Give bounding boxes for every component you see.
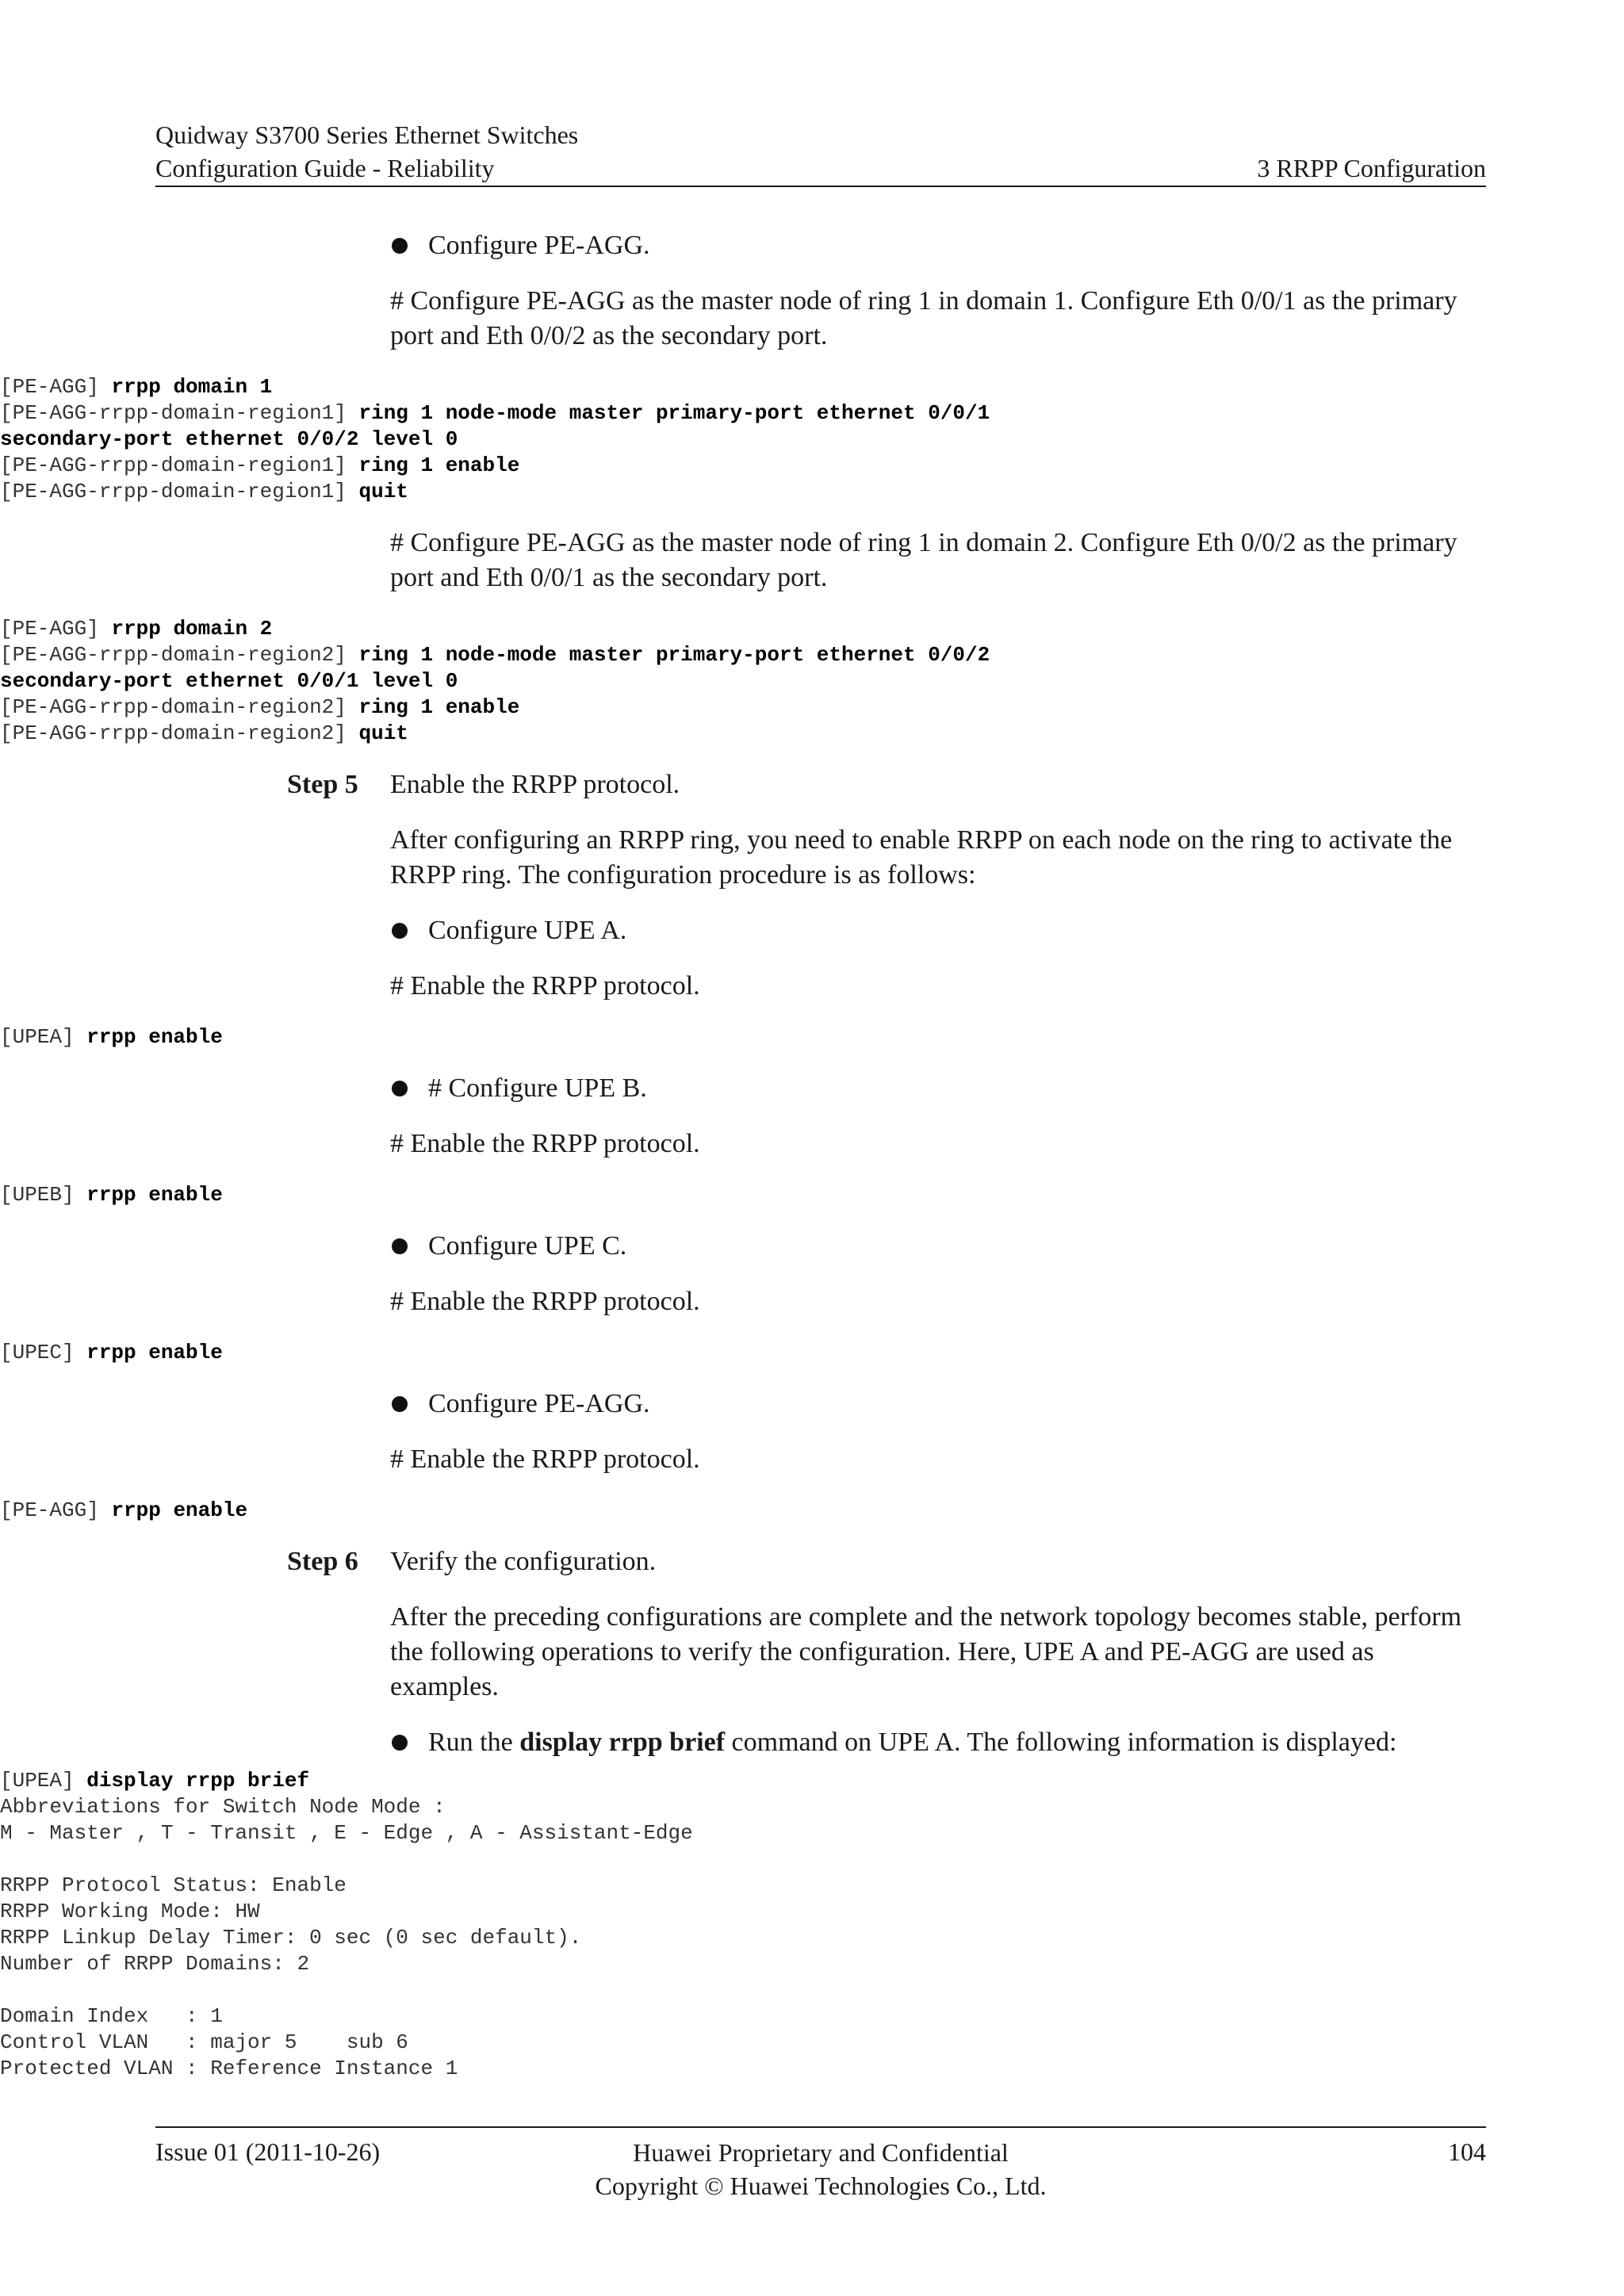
code-prompt: [PE-AGG-rrpp-domain-region1] [0,480,359,503]
code-command: ring 1 node-mode master primary-port ethernet 0/0/1 [358,401,990,425]
paragraph: After configuring an RRPP ring, you need to enable RRPP on each node on the ring to activate the RRPP ring. The configuration procedure is as follows: [390,825,1453,890]
paragraph: # Configure PE-AGG as the master node of ring 1 in domain 2. Configure Eth 0/0/2 as the primary port and Eth 0/0/1 as the secondary port. [390,528,1457,592]
code-output-line: Protected VLAN : Reference Instance 1 [0,2057,458,2080]
code-output-line: RRPP Linkup Delay Timer: 0 sec (0 sec default). [0,1926,582,1950]
bullet-item [390,1071,1486,1106]
footer-rule [155,2126,1486,2128]
copyright-notice: Copyright © Huawei Technologies Co., Ltd. [595,2172,1047,2200]
code-output-line: Abbreviations for Switch Node Mode : [0,1795,446,1819]
page-footer [155,2126,1486,2206]
code-command: ring 1 enable [358,453,520,477]
code-prompt: [PE-AGG-rrpp-domain-region2] [0,721,359,745]
code-command: rrpp domain 1 [111,375,273,399]
code-prompt: [PE-AGG-rrpp-domain-region1] [0,453,359,477]
bullet-text: Configure UPE A. [428,916,627,945]
code-block-upea [0,1024,1096,1050]
guide-title: Configuration Guide - Reliability [155,154,495,182]
paragraph: # Enable the RRPP protocol. [390,1445,700,1474]
code-block-upeb [0,1182,1096,1208]
bullet-text-post: command on UPE A. The following information is displayed: [725,1728,1397,1757]
code-block-upec [0,1340,1096,1366]
bullet-icon [392,923,408,939]
code-command: ring 1 node-mode master primary-port ethernet 0/0/2 [358,643,990,667]
code-block-display [0,1768,1096,2082]
code-command: secondary-port ethernet 0/0/1 level 0 [0,669,458,693]
bullet-text: # Configure UPE B. [428,1073,647,1103]
code-command: rrpp enable [86,1025,223,1049]
code-output-line: Domain Index : 1 [0,2004,223,2028]
bullet-icon [392,1081,408,1096]
chapter-title: 3 RRPP Configuration [1257,154,1486,182]
code-block-domain2 [0,616,1096,747]
step-title: Enable the RRPP protocol. [390,770,680,799]
step-label: Step 6 [287,1547,358,1576]
code-command: quit [358,721,408,745]
code-block-pe-agg [0,1498,1096,1524]
paragraph: # Enable the RRPP protocol. [390,1287,700,1316]
confidentiality-notice: Huawei Proprietary and Confidential [633,2138,1009,2167]
code-prompt: [UPEB] [0,1183,87,1207]
code-prompt: [UPEA] [0,1025,87,1049]
paragraph: # Configure PE-AGG as the master node of ring 1 in domain 1. Configure Eth 0/0/1 as the primary port and Eth 0/0/2 as the secondary port. [390,286,1457,350]
bullet-icon [392,238,408,254]
issue-date: Issue 01 (2011-10-26) [155,2137,381,2166]
paragraph: After the preceding configurations are complete and the network topology becomes stable, perform the following operations to verify the configuration. Here, UPE A and PE-AGG are used as examples. [390,1602,1462,1701]
code-prompt: [PE-AGG] [0,375,112,399]
code-output-line: M - Master , T - Transit , E - Edge , A - Assistant-Edge [0,1821,693,1845]
code-prompt: [PE-AGG] [0,1498,112,1522]
bullet-item [390,1229,1486,1264]
code-output-line: RRPP Protocol Status: Enable [0,1873,347,1897]
code-prompt: [UPEA] [0,1769,87,1793]
bullet-item [390,913,1486,948]
paragraph: # Enable the RRPP protocol. [390,971,700,1001]
bullet-text: Configure UPE C. [428,1231,627,1261]
document-body [0,228,1624,2103]
bullet-item [390,228,1486,263]
code-prompt: [PE-AGG-rrpp-domain-region1] [0,401,359,425]
code-command: rrpp enable [86,1341,223,1364]
code-output-line: Number of RRPP Domains: 2 [0,1952,310,1976]
code-command: rrpp enable [111,1498,248,1522]
bullet-icon [392,1735,408,1751]
product-name: Quidway S3700 Series Ethernet Switches [155,121,579,149]
paragraph: # Enable the RRPP protocol. [390,1129,700,1158]
code-command: secondary-port ethernet 0/0/2 level 0 [0,427,458,451]
bullet-icon [392,1396,408,1412]
page-header [155,119,1486,187]
code-command: ring 1 enable [358,695,520,719]
code-prompt: [UPEC] [0,1341,87,1364]
code-prompt: [PE-AGG-rrpp-domain-region2] [0,695,359,719]
bullet-command: display rrpp brief [519,1728,726,1757]
bullet-text: Configure PE-AGG. [428,231,650,260]
step-title: Verify the configuration. [390,1547,657,1576]
code-output-line: RRPP Working Mode: HW [0,1900,260,1923]
bullet-item [390,1387,1486,1422]
page-number: 104 [1448,2137,1486,2166]
code-prompt: [PE-AGG-rrpp-domain-region2] [0,643,359,667]
step-label: Step 5 [287,770,358,799]
code-command: display rrpp brief [86,1769,310,1793]
code-prompt: [PE-AGG] [0,617,112,641]
code-command: rrpp domain 2 [111,617,273,641]
bullet-text: Configure PE-AGG. [428,1389,650,1418]
code-output-line: Control VLAN : major 5 sub 6 [0,2030,408,2054]
bullet-text-pre: Run the [428,1728,520,1757]
step-5 [287,767,1486,802]
code-block-domain1 [0,374,1096,505]
step-6 [287,1544,1486,1579]
bullet-item [390,1725,1486,1760]
code-command: quit [358,480,408,503]
bullet-icon [392,1238,408,1254]
code-command: rrpp enable [86,1183,223,1207]
header-rule [155,186,1486,187]
